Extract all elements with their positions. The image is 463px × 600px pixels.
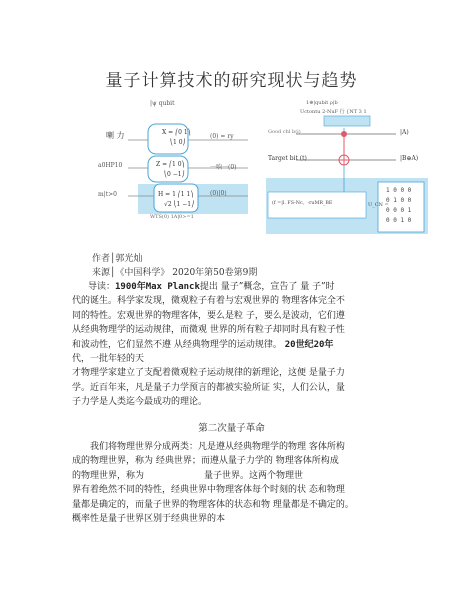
single-qubit-gate-figure: [98, 96, 248, 246]
text-line: 量都是确定的，而量子世界的物理客体的状态和物 理量都是不确定的。: [72, 499, 354, 510]
text-line: 代的诞生。科学家发现，微观粒子有着与宏观世界的 物理客体完全不: [72, 296, 345, 307]
output-bottom-label: |B⊕A): [400, 155, 419, 162]
matrix-row: 0 0 0 1: [386, 207, 412, 214]
text-line: 才物理学家建立了支配着微观粒子运动规律的新理论，这便 是量子力: [72, 368, 345, 379]
text-line: 从经典物理学的运动规律，而微观 世界的所有粒子却同时具有粒子性: [72, 325, 345, 336]
qubit-label: |ψ qubit: [150, 100, 175, 107]
cnot-matrix: [386, 186, 411, 226]
output2-label: 一响一(0): [210, 164, 237, 171]
intro-paragraph: [72, 280, 390, 410]
text-span: 20世纪20年: [284, 339, 334, 350]
text-span: 提出 量子”概念，宣告了 量 子”时: [199, 282, 335, 292]
text-span: 的物理世界，称为: [72, 470, 145, 481]
source-line: 来源│《中国科学》 2020年第50卷第9期: [92, 268, 258, 278]
text-line: [72, 469, 390, 483]
text-span: 量子世界。这两个物理世: [204, 470, 304, 481]
z-gate-box: [148, 156, 188, 182]
row1-label: 喇 力: [106, 131, 125, 140]
figure-left-caption: WTS(0) 1A|0>=1: [150, 214, 194, 220]
cnot-top-label-2: Uctontu 2-NuF 行 {NT 3 1: [300, 109, 367, 115]
row2-label: a0HP10: [98, 162, 123, 169]
z-gate-matrix-row1: Z = ⎛1 0⎞: [156, 161, 185, 168]
x-gate-matrix-row2: ⎝1 0⎠: [170, 139, 186, 146]
text-line: 成的物理世界，称为 经典世界；而遵从量子力学的 物理客体所构成: [72, 456, 339, 467]
h-gate-matrix-row2: √2 ⎝1 −1⎠: [164, 201, 195, 208]
cnot-top-label: 1⊕|qubit ρ|b: [306, 100, 338, 106]
cnot-top-banner: [324, 116, 370, 126]
body-paragraph: [72, 440, 390, 526]
h-gate-matrix-row1: H = 1 ⎛1 1⎞: [158, 191, 194, 198]
gate-diagram-svg: [98, 96, 248, 246]
text-line: 代，一批年轻的天: [72, 354, 145, 365]
text-line: 学。近百年来，凡是量子力学预言的都被实验所证 实，人们公认，量: [72, 382, 345, 393]
x-gate-matrix-row1: X = ⎛0 1⎞: [162, 129, 191, 136]
text-line: [72, 338, 390, 352]
output-top-label: |A): [400, 129, 409, 136]
matrix-row: 1 0 0 0: [386, 187, 412, 194]
text-line: [72, 280, 390, 294]
control-bit-label: Good chl b(i): [268, 129, 301, 135]
output3-label: (0)|0⟩: [210, 190, 227, 197]
author-line: 作者│郭光灿: [92, 254, 143, 264]
row3-label: m|t>0: [98, 191, 117, 198]
matrix-row: 0 1 0 0: [386, 197, 412, 204]
text-line: 同的特性。宏观世界的物理客体，要么是粒 子，要么是波动，它们遵: [72, 310, 345, 321]
section-heading: 第二次量子革命: [198, 423, 265, 434]
cnot-formula: (f =|l. FS-Nc。-ruMR_BE: [272, 201, 333, 206]
lead-label: 导读：: [88, 282, 116, 292]
planck-reference: 1900年Max Planck: [115, 282, 200, 292]
text-line: 子力学是人类迄今最成功的理论。: [72, 397, 208, 408]
text-line: 界有着绝然不同的特性，经典世界中物理客体每个时刻的状 态和物理: [72, 485, 345, 496]
matrix-row: 0 0 1 0: [386, 217, 412, 224]
text-span: 和波动性，它们显然不遵 从经典物理学的运动规律。: [72, 339, 282, 350]
matrix-label: U_CN =: [368, 202, 389, 208]
target-bit-label: Target bit (t): [268, 155, 307, 162]
page-title: 量子计算技术的研究现状与趋势: [105, 71, 358, 91]
z-gate-matrix-row2: ⎝0 −1⎠: [164, 171, 185, 178]
output1-label: (0) = ry: [210, 133, 234, 140]
text-line: 概率性是量子世界区别于经典世界的本: [72, 514, 226, 525]
text-line: 我们将物理世界分成两类：凡是遵从经典物理学的物理 客体所构: [90, 442, 345, 452]
cnot-gate-figure: [266, 96, 428, 246]
